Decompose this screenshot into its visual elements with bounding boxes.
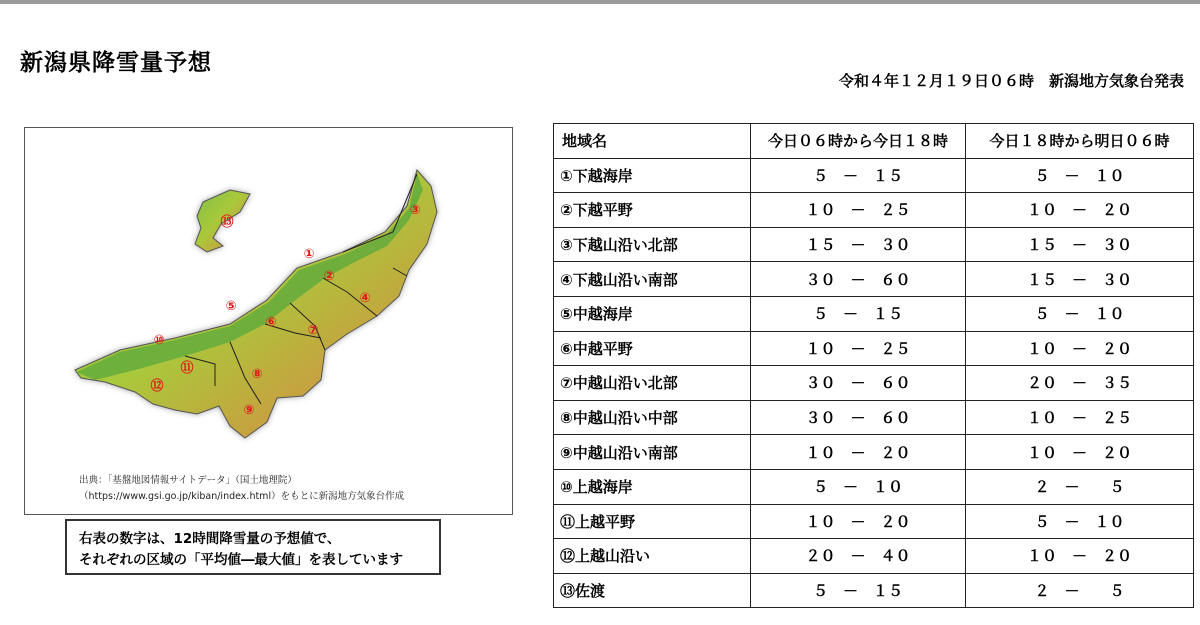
region-label-4: ④: [359, 291, 371, 306]
area-cell: ①下越海岸: [554, 158, 751, 193]
region-label-9: ⑨: [243, 403, 255, 418]
today-cell: １０ － ２０: [751, 435, 966, 470]
tonight-cell: １０ － ２０: [966, 435, 1194, 470]
tonight-cell: １０ － ２０: [966, 331, 1194, 366]
area-cell: ④下越山沿い南部: [554, 262, 751, 297]
today-cell: ２０ － ４０: [751, 539, 966, 574]
table-row: [554, 262, 1194, 297]
area-cell: ⑬佐渡: [554, 573, 751, 608]
area-cell: ⑦中越山沿い北部: [554, 366, 751, 401]
area-cell: ⑪上越平野: [554, 504, 751, 539]
region-label-3: ③: [409, 203, 421, 218]
map-credit-line1: 出典：「基盤地図情報サイトデータ」（国土地理院）: [79, 475, 297, 486]
header-tonight: 今日１８時から明日０６時: [966, 124, 1194, 159]
region-label-7: ⑦: [307, 323, 319, 338]
today-cell: ３０ － ６０: [751, 400, 966, 435]
table-row: [554, 331, 1194, 366]
area-cell: ⑤中越海岸: [554, 296, 751, 331]
map-credit-line2: （https://www.gsi.go.jp/kiban/index.html）をもとに新潟地方気象台作成: [79, 491, 405, 502]
area-cell: ③下越山沿い北部: [554, 227, 751, 262]
table-row: [554, 158, 1194, 193]
tonight-cell: １０ － ２５: [966, 400, 1194, 435]
header-area: 地域名: [554, 124, 751, 159]
tonight-cell: ２０ － ３５: [966, 366, 1194, 401]
today-cell: ５ － １５: [751, 573, 966, 608]
today-cell: １０ － ２５: [751, 193, 966, 228]
note-line1: 右表の数字は、12時間降雪量の予想値で、: [79, 531, 341, 547]
region-label-10: ⑩: [153, 333, 165, 348]
region-label-5: ⑤: [225, 299, 237, 314]
mainland: [75, 170, 437, 438]
table-header-row: [554, 124, 1194, 159]
table-row: [554, 193, 1194, 228]
page-title: 新潟県降雪量予想: [20, 50, 212, 76]
tonight-cell: １０ － ２０: [966, 193, 1194, 228]
today-cell: １０ － ２５: [751, 331, 966, 366]
today-cell: ５ － １５: [751, 158, 966, 193]
tonight-cell: ２ － ５: [966, 573, 1194, 608]
tonight-cell: ５ － １０: [966, 158, 1194, 193]
area-cell: ⑥中越平野: [554, 331, 751, 366]
area-cell: ⑧中越山沿い中部: [554, 400, 751, 435]
table-row: [554, 435, 1194, 470]
table-row: [554, 573, 1194, 608]
tonight-cell: ５ － １０: [966, 504, 1194, 539]
region-label-2: ②: [323, 269, 335, 284]
note-line2: それぞれの区域の「平均値―最大値」を表しています: [79, 552, 403, 568]
tonight-cell: １５ － ３０: [966, 227, 1194, 262]
area-cell: ⑩上越海岸: [554, 469, 751, 504]
area-cell: ⑫上越山沿い: [554, 539, 751, 574]
map-graphic: [25, 128, 512, 514]
snowfall-forecast-table: [553, 123, 1194, 608]
table-row: [554, 366, 1194, 401]
tonight-cell: ２ － ５: [966, 469, 1194, 504]
area-cell: ②下越平野: [554, 193, 751, 228]
today-cell: ３０ － ６０: [751, 262, 966, 297]
tonight-cell: １０ － ２０: [966, 539, 1194, 574]
table-row: [554, 469, 1194, 504]
region-label-13: ⑬: [220, 215, 234, 230]
table-row: [554, 227, 1194, 262]
table-row: [554, 296, 1194, 331]
today-cell: ３０ － ６０: [751, 366, 966, 401]
table-row: [554, 504, 1194, 539]
today-cell: ５ － １０: [751, 469, 966, 504]
table-row: [554, 400, 1194, 435]
today-cell: １０ － ２０: [751, 504, 966, 539]
region-label-11: ⑪: [180, 361, 194, 376]
top-border: [0, 0, 1200, 4]
header-today: 今日０６時から今日１８時: [751, 124, 966, 159]
region-label-12: ⑫: [150, 379, 164, 394]
region-label-1: ①: [303, 247, 315, 262]
today-cell: １５ － ３０: [751, 227, 966, 262]
niigata-region-map: [24, 127, 513, 515]
today-cell: ５ － １５: [751, 296, 966, 331]
region-label-8: ⑧: [251, 367, 263, 382]
region-label-6: ⑥: [265, 315, 277, 330]
explanation-note: [65, 519, 441, 575]
tonight-cell: １５ － ３０: [966, 262, 1194, 297]
table-row: [554, 539, 1194, 574]
tonight-cell: ５ － １０: [966, 296, 1194, 331]
area-cell: ⑨中越山沿い南部: [554, 435, 751, 470]
issued-timestamp: 令和４年１２月１９日０６時 新潟地方気象台発表: [838, 72, 1184, 90]
